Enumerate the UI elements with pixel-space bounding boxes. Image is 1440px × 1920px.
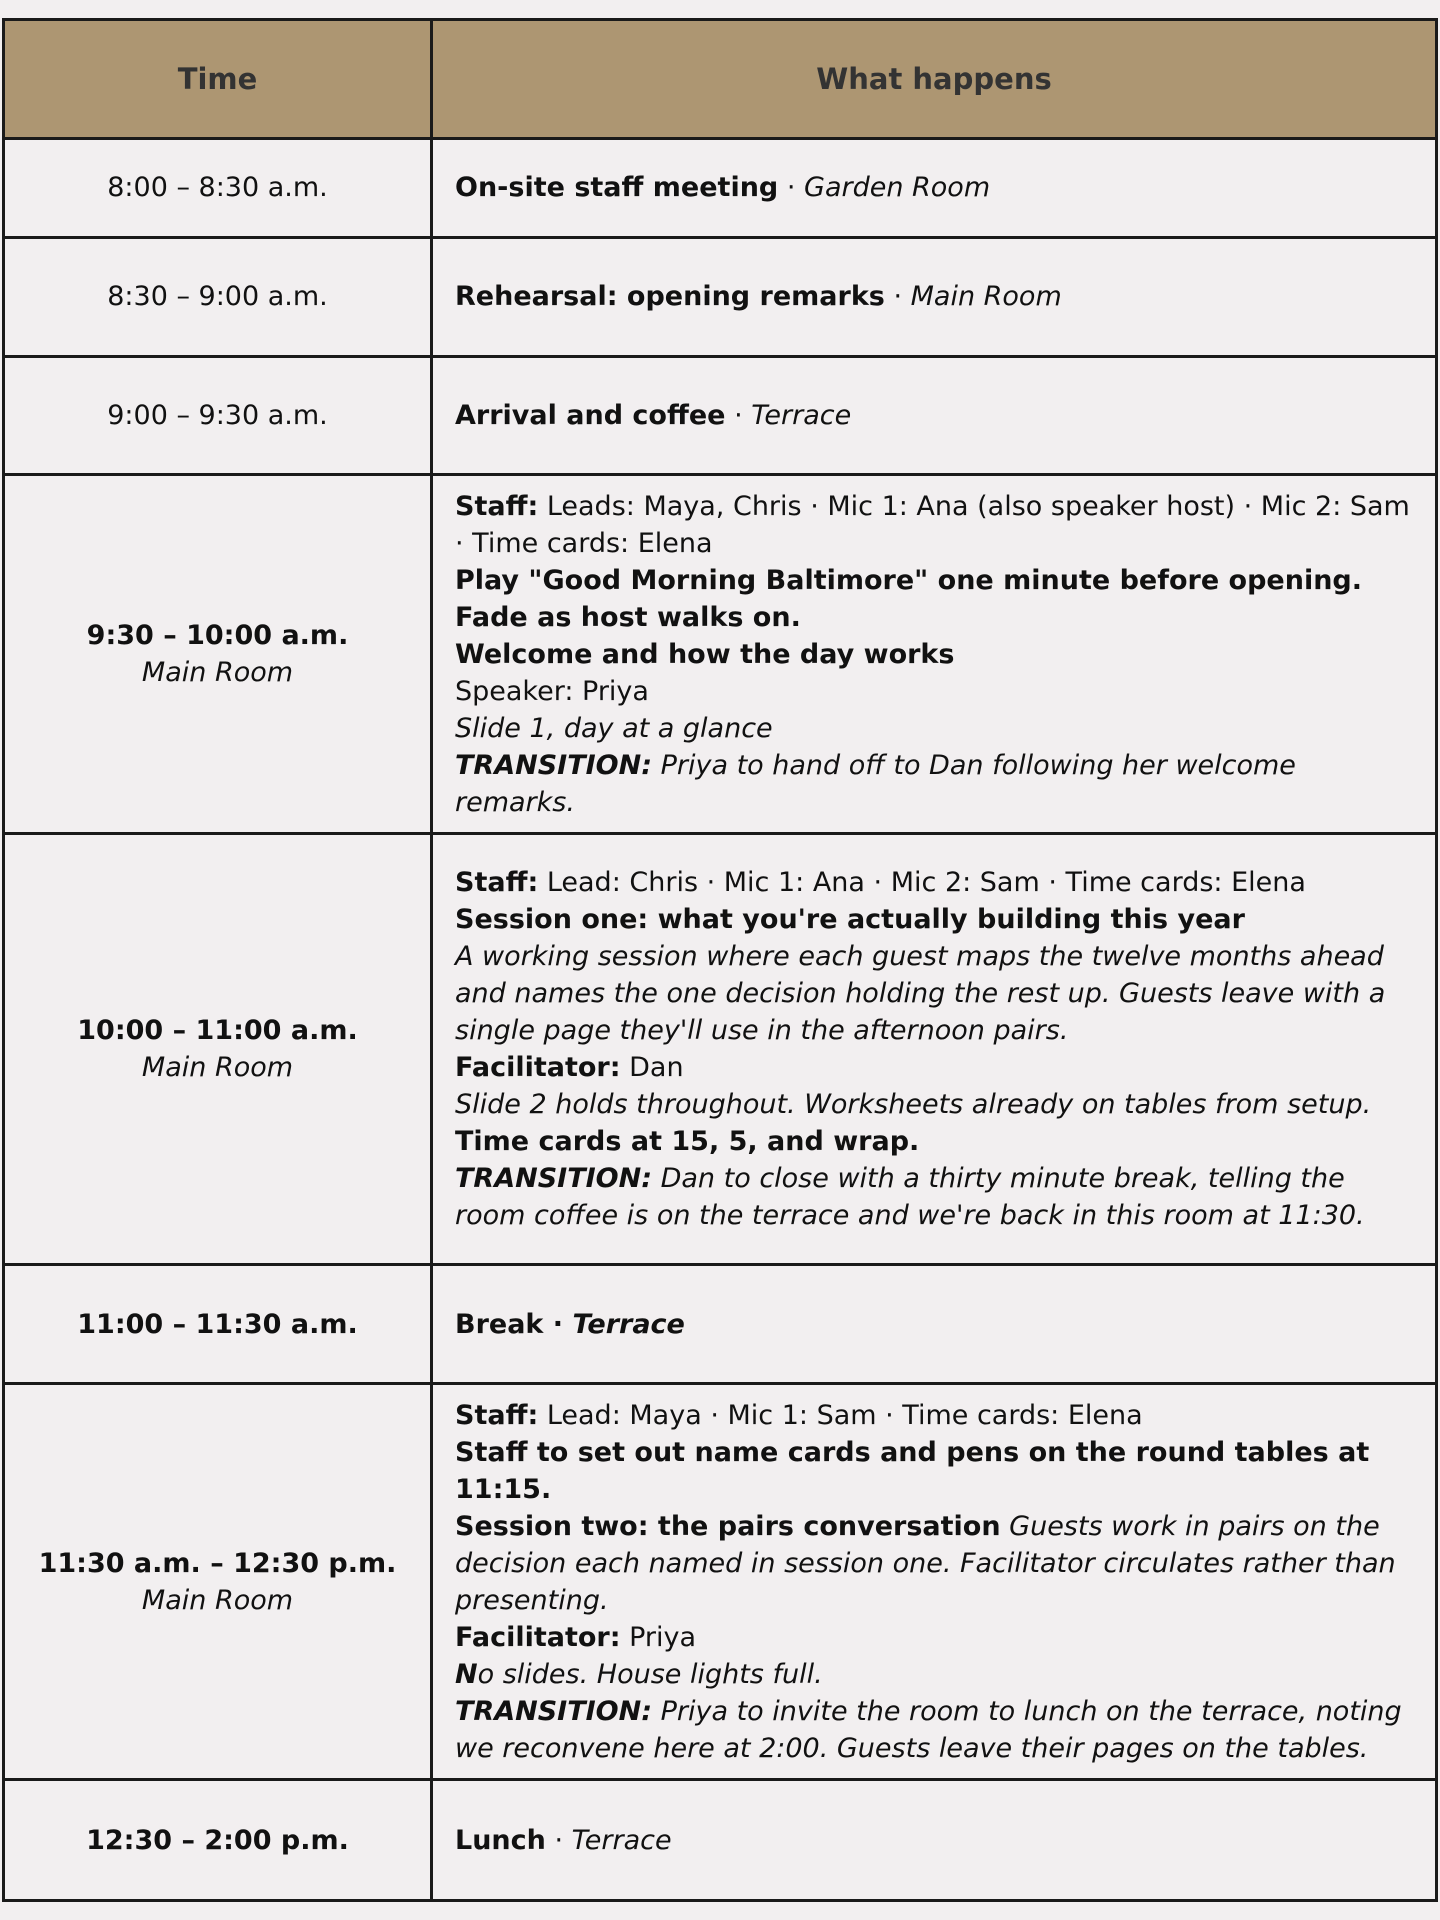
event-cell xyxy=(432,1265,1437,1384)
slide-note-initial: N xyxy=(455,1658,478,1690)
staff-line xyxy=(455,1397,1413,1434)
event-title: Rehearsal: opening remarks xyxy=(455,281,885,313)
session-title: Session two: the pairs conversation xyxy=(455,1510,1001,1542)
time-range: 12:30 – 2:00 p.m. xyxy=(86,1824,349,1856)
what-happens-column-header: What happens xyxy=(432,20,1437,139)
slide-note xyxy=(455,1656,1413,1693)
event-title: Break xyxy=(455,1308,544,1340)
event-title: Lunch xyxy=(455,1824,546,1856)
table-row xyxy=(4,834,1437,1265)
time-location: Main Room xyxy=(141,657,294,689)
session-description: Guests work in pairs on the decision each named in session one. Facilitator circulates rather than presenting. xyxy=(455,1510,1396,1616)
separator: · xyxy=(725,400,752,432)
staff-assignments: Lead: Chris · Mic 1: Ana · Mic 2: Sam · Time cards: Elena xyxy=(538,867,1306,899)
setup-note: Staff to set out name cards and pens on the round tables at 11:15. xyxy=(455,1436,1370,1505)
staff-label: Staff: xyxy=(455,1399,539,1431)
event-location: Main Room xyxy=(910,281,1062,313)
event-cell xyxy=(432,237,1437,356)
time-cell xyxy=(4,139,432,238)
event-cell xyxy=(432,1384,1437,1780)
event-location: Terrace xyxy=(751,400,852,432)
event-cell xyxy=(432,834,1437,1265)
facilitator-line xyxy=(455,1619,1413,1656)
staff-assignments: Lead: Maya · Mic 1: Sam · Time cards: Elena xyxy=(538,1399,1143,1431)
transition-line xyxy=(455,747,1413,821)
event-cell xyxy=(432,356,1437,475)
time-range: 9:30 – 10:00 a.m. xyxy=(86,620,349,652)
time-location: Main Room xyxy=(141,1052,294,1084)
time-cell xyxy=(4,1384,432,1780)
event-cell xyxy=(432,139,1437,238)
speaker: Speaker: Priya xyxy=(455,675,649,707)
separator: · xyxy=(543,1308,573,1340)
event-location: Terrace xyxy=(571,1824,672,1856)
facilitator-label: Facilitator: xyxy=(455,1621,621,1653)
slide-note: Slide 2 holds throughout. Worksheets already on tables from setup. xyxy=(455,1089,1372,1121)
time-range: 11:30 a.m. – 12:30 p.m. xyxy=(38,1547,397,1579)
time-cell xyxy=(4,475,432,834)
facilitator-line xyxy=(455,1049,1413,1086)
table-row xyxy=(4,1384,1437,1780)
transition-line xyxy=(455,1693,1413,1767)
staff-line xyxy=(455,864,1413,901)
time-range: 9:00 – 9:30 a.m. xyxy=(107,400,328,432)
session-title: Session one: what you're actually building this year xyxy=(455,904,1245,936)
event-title: Arrival and coffee xyxy=(455,400,726,432)
table-row xyxy=(4,475,1437,834)
staff-label: Staff: xyxy=(455,867,539,899)
transition-label: TRANSITION: xyxy=(455,1695,653,1727)
transition-label: TRANSITION: xyxy=(455,749,653,781)
time-cell xyxy=(4,237,432,356)
table-row xyxy=(4,139,1437,238)
staff-label: Staff: xyxy=(455,490,539,522)
time-range: 10:00 – 11:00 a.m. xyxy=(77,1015,358,1047)
time-range: 11:00 – 11:30 a.m. xyxy=(77,1308,358,1340)
event-cell xyxy=(432,475,1437,834)
slide-note-text: o slides. House lights full. xyxy=(477,1658,823,1690)
transition-line xyxy=(455,1160,1413,1234)
transition-text: Priya to hand off to Dan following her welcome remarks. xyxy=(455,749,1296,818)
header-row xyxy=(4,20,1437,139)
event-location: Garden Room xyxy=(804,172,991,204)
session-line xyxy=(455,1508,1413,1619)
time-cell xyxy=(4,834,432,1265)
event-cell xyxy=(432,1780,1437,1901)
time-cell xyxy=(4,356,432,475)
facilitator-name: Priya xyxy=(620,1621,697,1653)
transition-text: Dan to close with a thirty minute break, telling the room coffee is on the terrace and we're back in this room at 11:30. xyxy=(455,1163,1365,1232)
facilitator-name: Dan xyxy=(620,1052,684,1084)
slide-note: Slide 1, day at a glance xyxy=(455,712,773,744)
separator: · xyxy=(884,281,911,313)
time-cards-note: Time cards at 15, 5, and wrap. xyxy=(455,1126,920,1158)
transition-label: TRANSITION: xyxy=(455,1163,653,1195)
schedule-table xyxy=(2,18,1438,1902)
table-row xyxy=(4,1780,1437,1901)
time-cell xyxy=(4,1780,432,1901)
separator: · xyxy=(545,1824,572,1856)
time-range: 8:00 – 8:30 a.m. xyxy=(107,172,328,204)
time-range: 8:30 – 9:00 a.m. xyxy=(107,281,328,313)
table-row xyxy=(4,356,1437,475)
table-row xyxy=(4,1265,1437,1384)
event-location: Terrace xyxy=(572,1308,685,1340)
session-title: Welcome and how the day works xyxy=(455,638,955,670)
audio-cue: Play "Good Morning Baltimore" one minute before opening. Fade as host walks on. xyxy=(455,564,1363,633)
staff-assignments: Leads: Maya, Chris · Mic 1: Ana (also speaker host) · Mic 2: Sam · Time cards: Elena xyxy=(455,490,1410,559)
time-location: Main Room xyxy=(141,1584,294,1616)
table-row xyxy=(4,237,1437,356)
staff-line xyxy=(455,488,1413,562)
time-column-header: Time xyxy=(4,20,432,139)
transition-text: Priya to invite the room to lunch on the terrace, noting we reconvene here at 2:00. Guests leave their pages on the tables. xyxy=(455,1695,1402,1764)
session-description: A working session where each guest maps the twelve months ahead and names the one decision holding the rest up. Guests leave with a single page they'll use in the afternoon pairs. xyxy=(455,941,1386,1047)
time-cell xyxy=(4,1265,432,1384)
event-title: On-site staff meeting xyxy=(455,172,779,204)
separator: · xyxy=(778,172,805,204)
facilitator-label: Facilitator: xyxy=(455,1052,621,1084)
